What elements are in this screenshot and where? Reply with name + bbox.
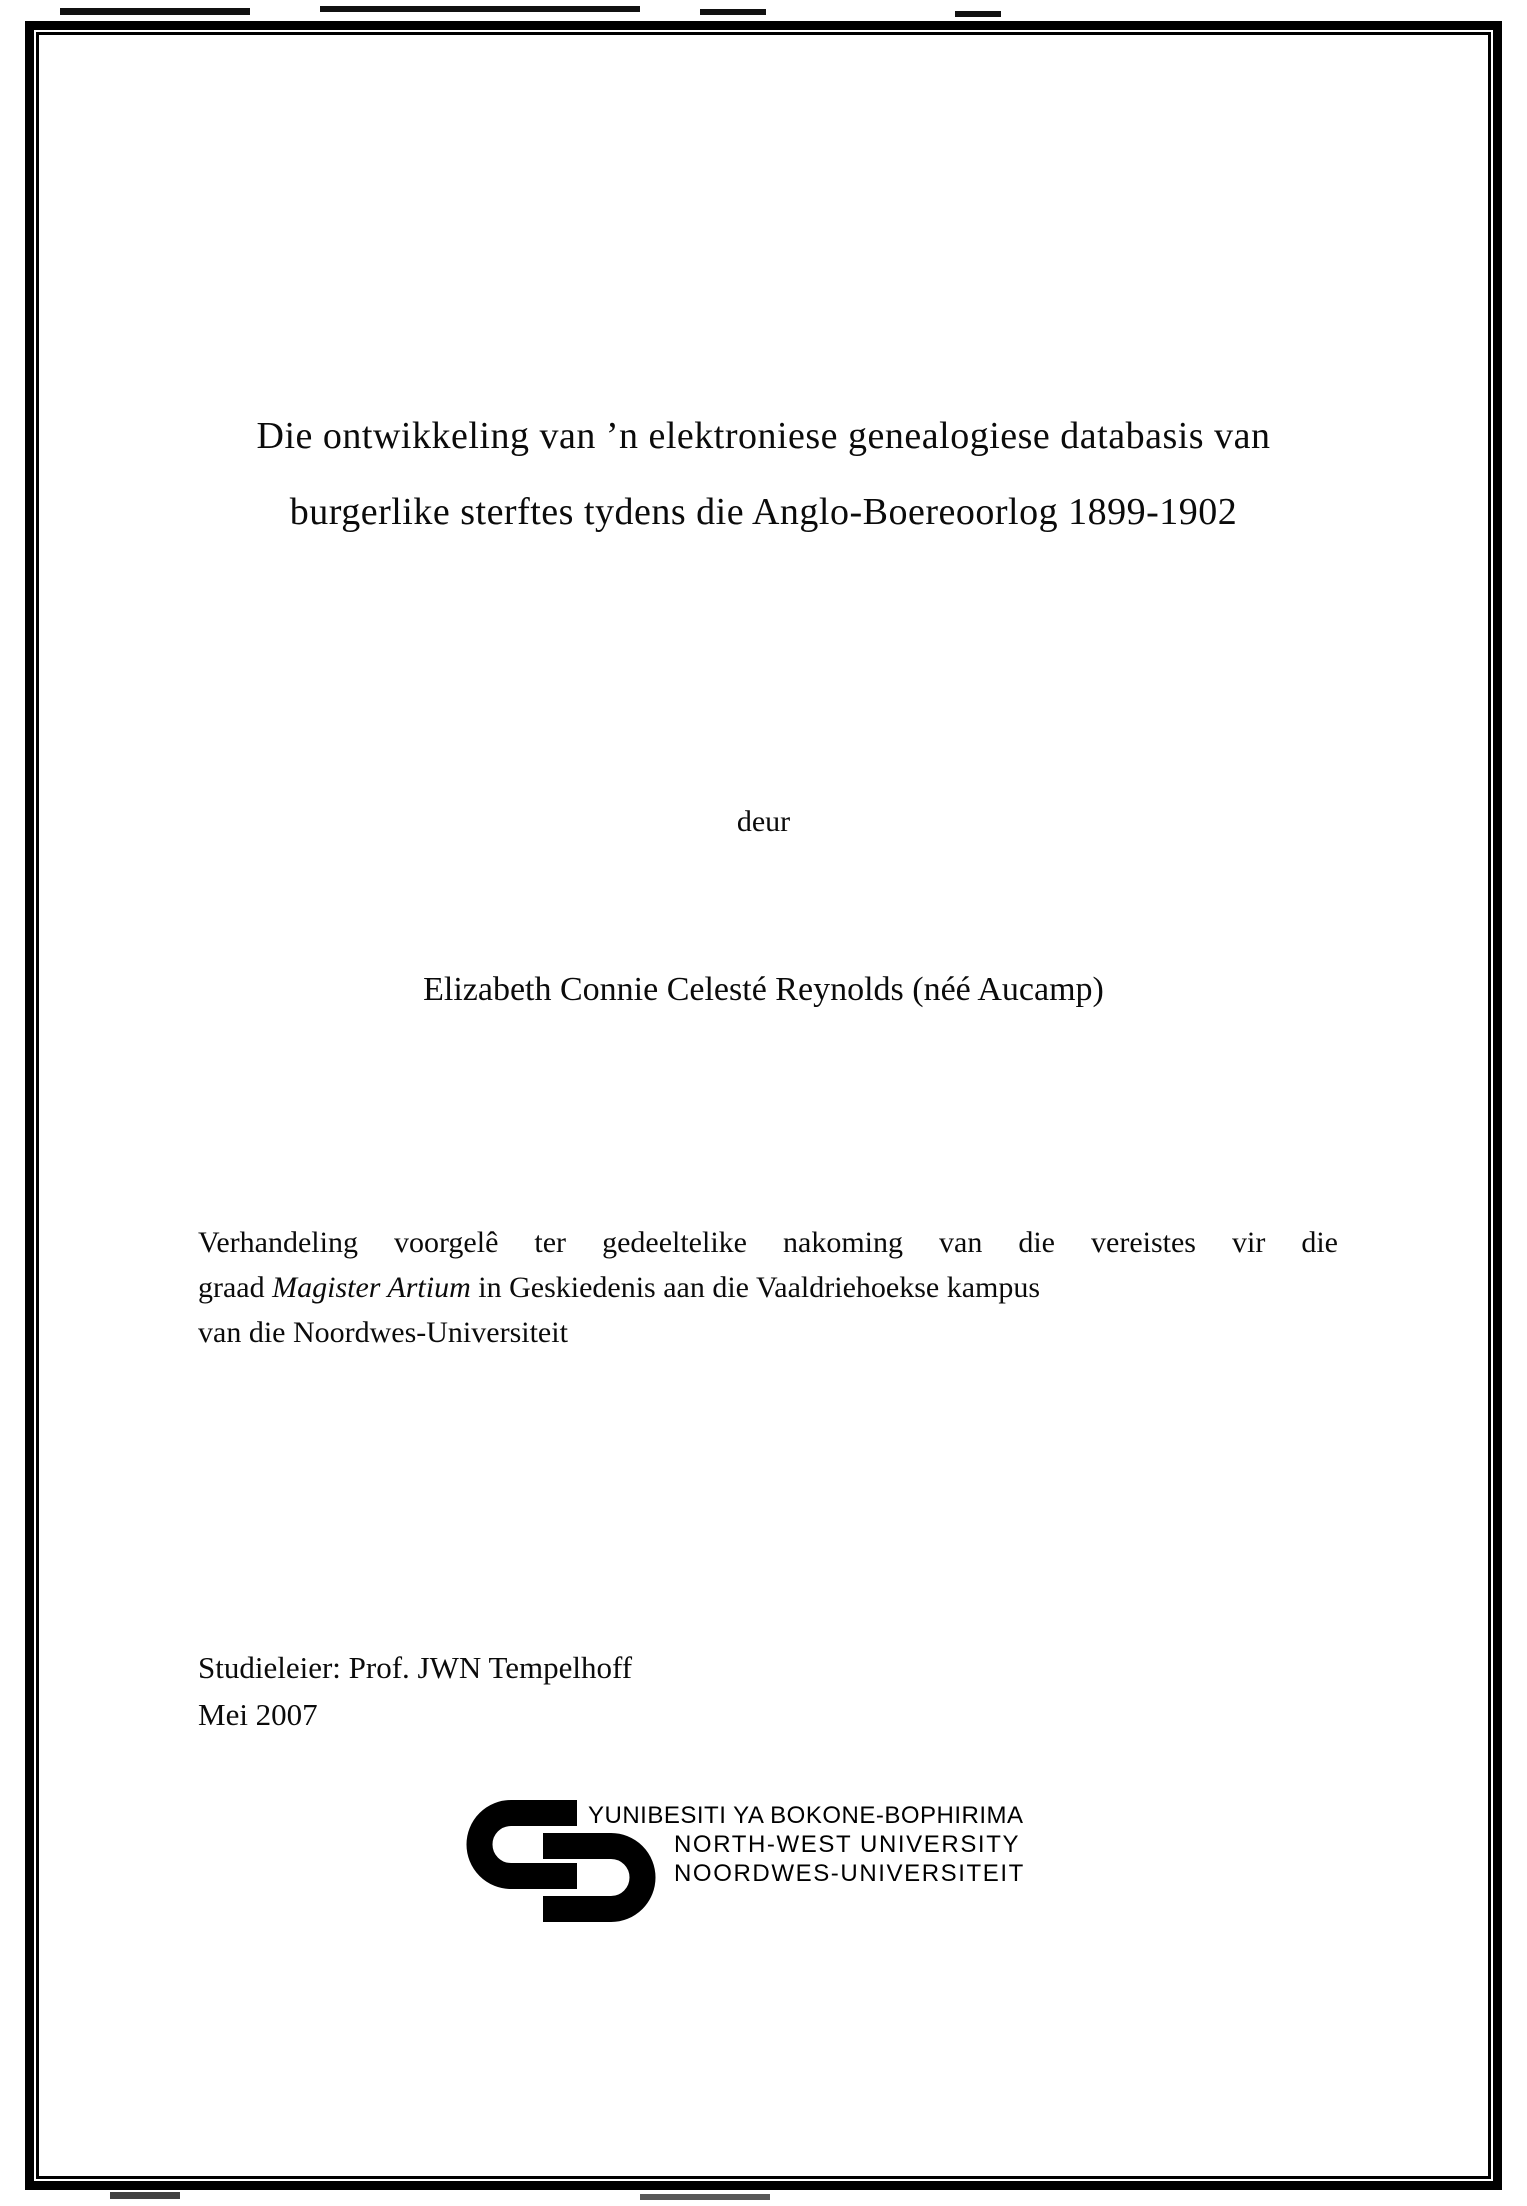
thesis-title-line-2: burgerlike sterftes tydens die Anglo-Boereoorlog 1899-1902 bbox=[289, 491, 1238, 533]
scan-artifact bbox=[955, 11, 1001, 17]
statement-line-3: van die Noordwes-Universiteit bbox=[198, 1316, 568, 1349]
statement-line-2 bbox=[198, 1265, 1338, 1310]
supervisor-line: Studieleier: Prof. JWN Tempelhoff bbox=[198, 1650, 633, 1685]
scan-artifact bbox=[640, 2194, 770, 2200]
supervisor-block bbox=[198, 1644, 632, 1738]
statement-line-1: Verhandeling voorgelê ter gedeeltelike nakoming van die vereistes vir die bbox=[198, 1226, 1338, 1259]
author-name: Elizabeth Connie Celesté Reynolds (néé Aucamp) bbox=[423, 971, 1104, 1008]
byline-label: deur bbox=[736, 805, 791, 838]
degree-name: Magister Artium bbox=[272, 1271, 471, 1304]
thesis-title-line-1: Die ontwikkeling van ’n elektroniese genealogiese databasis van bbox=[256, 415, 1271, 457]
submission-statement bbox=[198, 1220, 1338, 1355]
scan-artifact bbox=[700, 9, 766, 15]
university-wordmark bbox=[588, 1801, 1025, 1888]
thesis-title bbox=[0, 398, 1527, 550]
scan-artifact bbox=[110, 2192, 180, 2199]
wordmark-setswana: YUNIBESITI YA BOKONE-BOPHIRIMA bbox=[588, 1802, 1024, 1829]
date-line: Mei 2007 bbox=[198, 1697, 318, 1732]
statement-line-2-prefix: graad bbox=[198, 1271, 273, 1304]
wordmark-afrikaans: NOORDWES-UNIVERSITEIT bbox=[674, 1860, 1025, 1887]
scan-artifact bbox=[60, 8, 250, 15]
wordmark-english: NORTH-WEST UNIVERSITY bbox=[674, 1831, 1021, 1858]
scan-artifact bbox=[320, 6, 640, 12]
statement-line-2-suffix: in Geskiedenis aan die Vaaldriehoekse kampus bbox=[470, 1271, 1041, 1304]
